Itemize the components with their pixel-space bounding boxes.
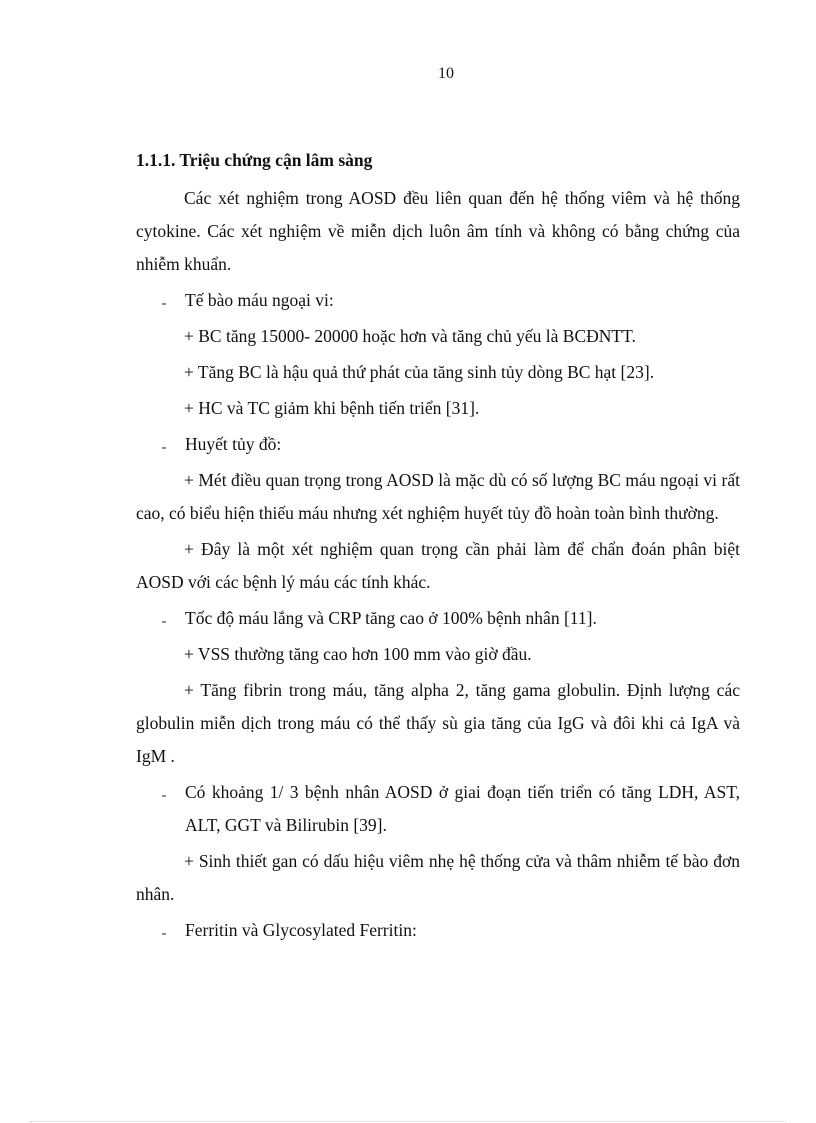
bullet-item bbox=[136, 284, 740, 317]
bullet-dash-icon: - bbox=[161, 614, 167, 629]
bullet-item bbox=[136, 914, 740, 947]
bullet-label: Tế bào máu ngoại vi: bbox=[185, 290, 334, 310]
bullet-item bbox=[136, 776, 740, 842]
sub-point: + Đây là một xét nghiệm quan trọng cần phải làm để chẩn đoán phân biệt AOSD với các bệnh lý máu các tính khác. bbox=[136, 539, 740, 592]
bullet-label: Có khoảng 1/ 3 bệnh nhân AOSD ở giai đoạn tiến triển có tăng LDH, AST, ALT, GGT và Bilirubin [39]. bbox=[185, 782, 740, 835]
bullet-item bbox=[136, 602, 740, 635]
sub-point: + Mét điều quan trọng trong AOSD là mặc dù có số lượng BC máu ngoại vi rất cao, có biểu hiện thiếu máu nhưng xét nghiệm huyết tủy đồ hoàn toàn bình thường. bbox=[136, 470, 740, 523]
bullet-dash-icon: - bbox=[161, 926, 167, 941]
bullet-label: Ferritin và Glycosylated Ferritin: bbox=[185, 920, 417, 940]
sub-point: + VSS thường tăng cao hơn 100 mm vào giờ đầu. bbox=[184, 644, 532, 664]
document-body bbox=[136, 148, 740, 950]
page-number: 10 bbox=[438, 65, 454, 82]
bullet-item bbox=[136, 428, 740, 461]
sub-point: + Sinh thiết gan có dấu hiệu viêm nhẹ hệ thống cửa và thâm nhiễm tế bào đơn nhân. bbox=[136, 851, 740, 904]
bullet-label: Tốc độ máu lắng và CRP tăng cao ở 100% bệnh nhân [11]. bbox=[185, 608, 597, 628]
sub-point: + HC và TC giảm khi bệnh tiến triển [31]. bbox=[184, 398, 480, 418]
bullet-label: Huyết tủy đồ: bbox=[185, 434, 282, 454]
section-heading: 1.1.1. Triệu chứng cận lâm sàng bbox=[136, 150, 373, 170]
page-bottom-divider bbox=[30, 1121, 786, 1122]
intro-paragraph: Các xét nghiệm trong AOSD đều liên quan đến hệ thống viêm và hệ thống cytokine. Các xét nghiệm về miễn dịch luôn âm tính và không có bằng chứng của nhiễm khuẩn. bbox=[136, 188, 740, 274]
bullet-dash-icon: - bbox=[161, 440, 167, 455]
sub-point: + BC tăng 15000- 20000 hoặc hơn và tăng chủ yếu là BCĐNTT. bbox=[184, 326, 636, 346]
bullet-dash-icon: - bbox=[161, 788, 167, 803]
bullet-dash-icon: - bbox=[161, 296, 167, 311]
sub-point: + Tăng fibrin trong máu, tăng alpha 2, tăng gama globulin. Định lượng các globulin miễn dịch trong máu có thể thấy sù gia tăng của IgG và đôi khi cả IgA và IgM . bbox=[136, 680, 740, 766]
sub-point: + Tăng BC là hậu quả thứ phát của tăng sinh tủy dòng BC hạt [23]. bbox=[184, 362, 655, 382]
